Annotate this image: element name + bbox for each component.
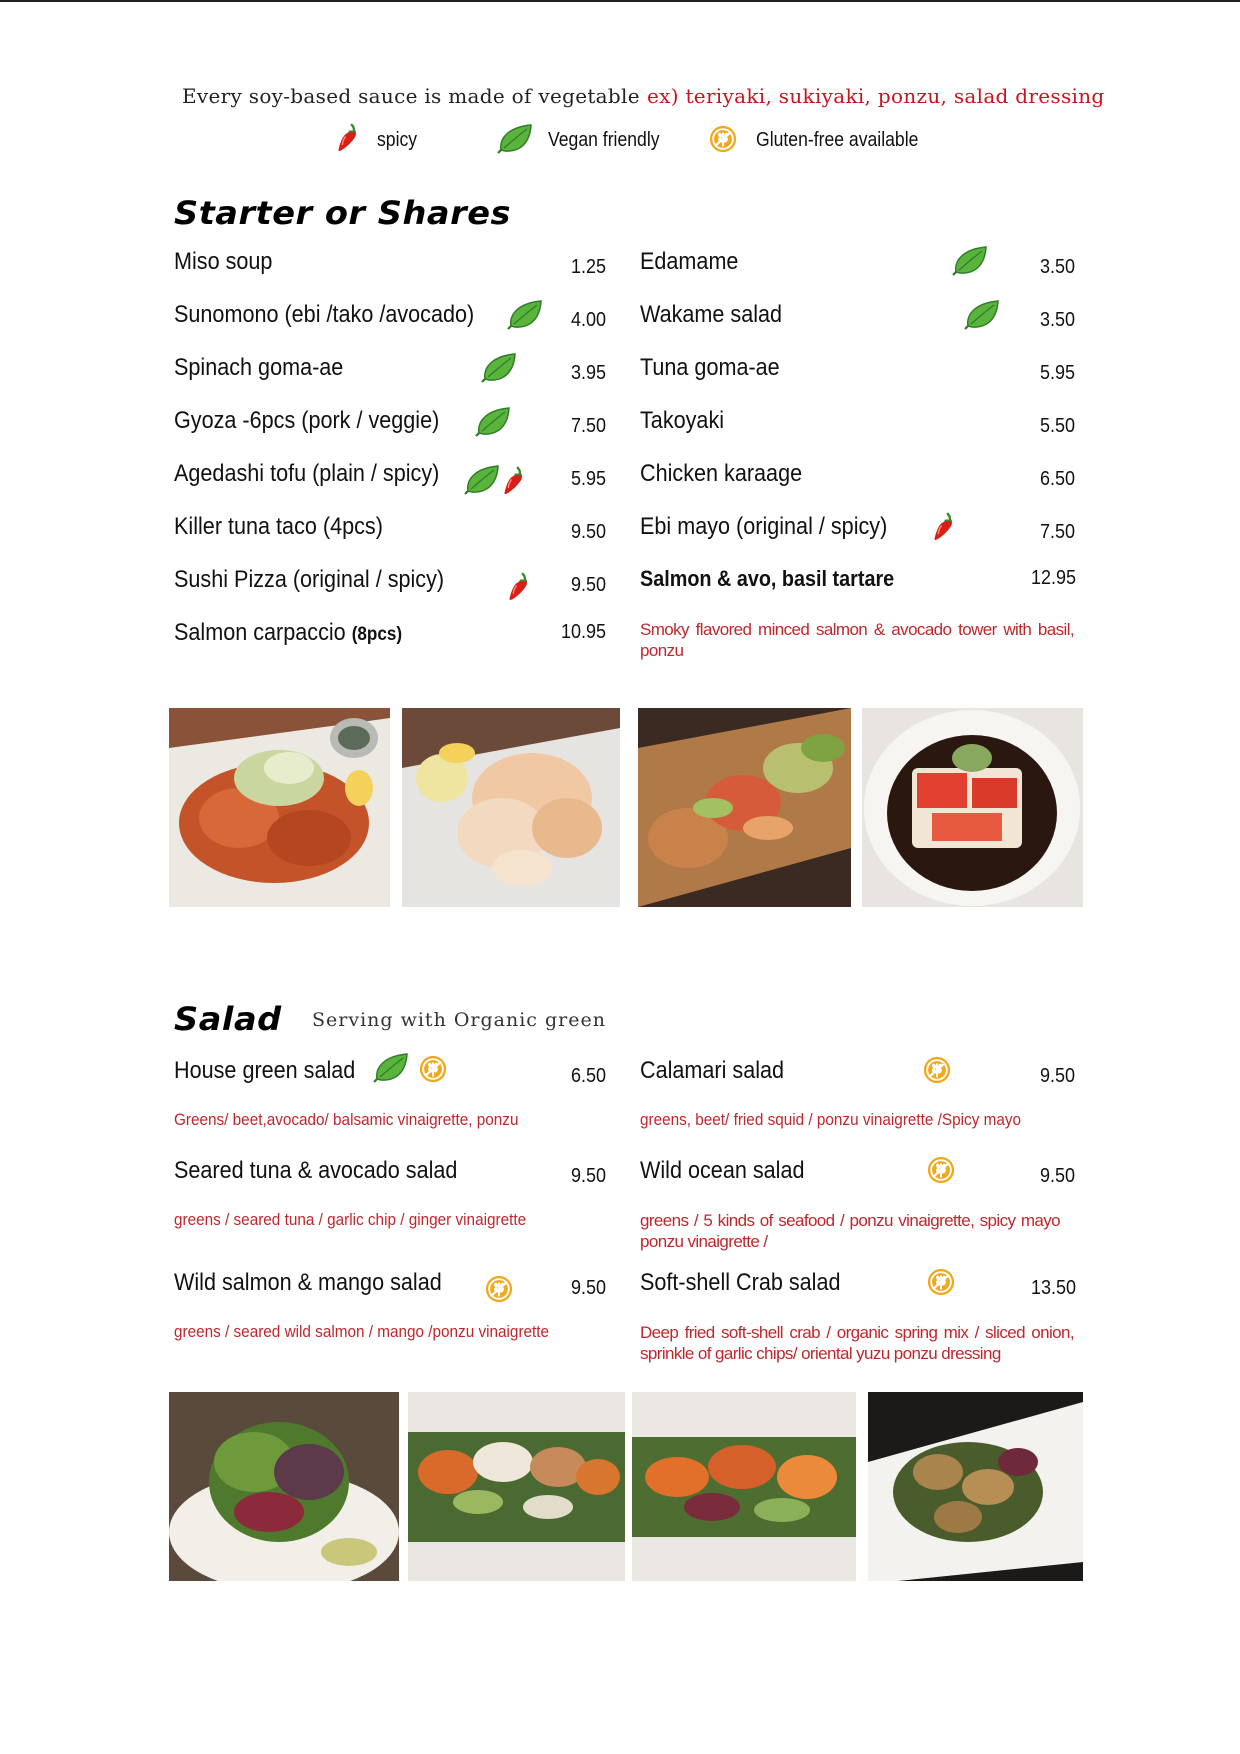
menu-item-name: Miso soup [174,248,273,275]
gluten-free-icon [926,1267,956,1297]
menu-item-description: greens / seared tuna / garlic chip / ginger vinaigrette [174,1210,527,1229]
house-green-salad-photo [169,1392,399,1581]
menu-item-name: Killer tuna taco (4pcs) [174,513,383,540]
gluten-free-icon [418,1054,448,1084]
chili-pepper-icon [505,570,533,602]
menu-item-price: 9.50 [571,1165,607,1187]
menu-item-price: 9.50 [571,574,607,596]
menu-item-name: Agedashi tofu (plain / spicy) [174,460,440,487]
menu-item-name: Sushi Pizza (original / spicy) [174,566,445,593]
menu-item-price: 9.50 [571,1277,607,1299]
leaf-icon [479,351,519,385]
salad-heading: Salad [174,1000,282,1038]
seared-tuna-salad-photo [408,1392,625,1581]
menu-item-name: Chicken karaage [640,460,803,487]
menu-item-price: 7.50 [571,415,607,437]
leaf-icon [505,298,545,332]
legend-spicy-label: spicy [377,129,418,151]
leaf-icon [371,1051,411,1085]
chili-pepper-icon [930,510,958,542]
calamari-salad-photo [868,1392,1083,1581]
menu-item-price: 13.50 [1031,1277,1077,1299]
menu-item-name: Wild salmon & mango salad [174,1269,442,1296]
menu-item-description: greens, beet/ fried squid / ponzu vinaigrette /Spicy mayo [640,1110,1022,1129]
leaf-icon [495,122,535,156]
menu-item-name: Salmon & avo, basil tartare [640,566,895,591]
ebi-mayo-photo [402,708,620,907]
leaf-icon [950,244,990,278]
gluten-free-icon [708,124,738,154]
gluten-free-icon [484,1274,514,1304]
menu-item-price: 3.95 [571,362,607,384]
killer-tuna-taco-photo [638,708,851,907]
menu-item-price: 9.50 [1040,1165,1076,1187]
menu-item-price: 6.50 [571,1065,607,1087]
legend-gluten-free-label: Gluten-free available [756,129,919,151]
sauce-examples-note: ex) teriyaki, sukiyaki, ponzu, salad dressing [647,84,1105,108]
menu-item-price: 10.95 [561,621,607,643]
menu-item-price: 3.50 [1040,256,1076,278]
menu-item-price: 3.50 [1040,309,1076,331]
chicken-karaage-photo [169,708,390,907]
menu-item-name: Calamari salad [640,1057,785,1084]
menu-item-name: Takoyaki [640,407,725,434]
menu-item-name-text: Salmon carpaccio [174,619,346,646]
menu-item-price: 4.00 [571,309,607,331]
agedashi-tofu-photo [862,708,1083,907]
menu-item-name: Gyoza -6pcs (pork / veggie) [174,407,440,434]
chili-pepper-icon [500,464,528,496]
menu-item-price: 9.50 [571,521,607,543]
menu-item-description: Smoky flavored minced salmon & avocado tower with basil, ponzu [640,620,1074,660]
leaf-icon [462,463,502,497]
leaf-icon [962,298,1002,332]
menu-item-price: 5.50 [1040,415,1076,437]
menu-item-name: Ebi mayo (original / spicy) [640,513,888,540]
menu-item-price: 5.95 [1040,362,1076,384]
menu-item-name: Wakame salad [640,301,783,328]
chili-pepper-icon [334,121,362,153]
menu-item-name [174,619,402,647]
menu-item-name: Soft-shell Crab salad [640,1269,841,1296]
menu-item-name: Seared tuna & avocado salad [174,1157,458,1184]
menu-item-name: Edamame [640,248,739,275]
gluten-free-icon [926,1155,956,1185]
menu-item-description: Deep fried soft-shell crab / organic spring mix / sliced onion, sprinkle of garlic chips/ oriental yuzu ponzu dressing [640,1323,1074,1363]
menu-item-description: greens / 5 kinds of seafood / ponzu vinaigrette, spicy mayo ponzu vinaigrette / [640,1211,1060,1251]
salad-subtitle: Serving with Organic green [312,1009,606,1031]
menu-item-price: 5.95 [571,468,607,490]
menu-item-price: 12.95 [1031,567,1077,589]
menu-item-name: Tuna goma-ae [640,354,780,381]
wild-salmon-mango-salad-photo [632,1392,856,1581]
menu-item-name-suffix: (8pcs) [351,624,403,645]
menu-item-description: greens / seared wild salmon / mango /ponzu vinaigrette [174,1322,550,1341]
menu-item-name: Sunomono (ebi /tako /avocado) [174,301,475,328]
menu-item-name: Spinach goma-ae [174,354,344,381]
menu-item-name: House green salad [174,1057,356,1084]
gluten-free-icon [922,1055,952,1085]
menu-item-price: 9.50 [1040,1065,1076,1087]
menu-item-price: 7.50 [1040,521,1076,543]
legend-vegan-label: Vegan friendly [548,129,660,151]
menu-item-price: 1.25 [571,256,607,278]
menu-item-name: Wild ocean salad [640,1157,805,1184]
starters-heading: Starter or Shares [174,194,512,232]
leaf-icon [473,405,513,439]
menu-item-price: 6.50 [1040,468,1076,490]
menu-item-description: Greens/ beet,avocado/ balsamic vinaigrette, ponzu [174,1110,519,1129]
top-border [0,0,1240,2]
soy-sauce-note: Every soy-based sauce is made of vegetable [182,84,640,108]
